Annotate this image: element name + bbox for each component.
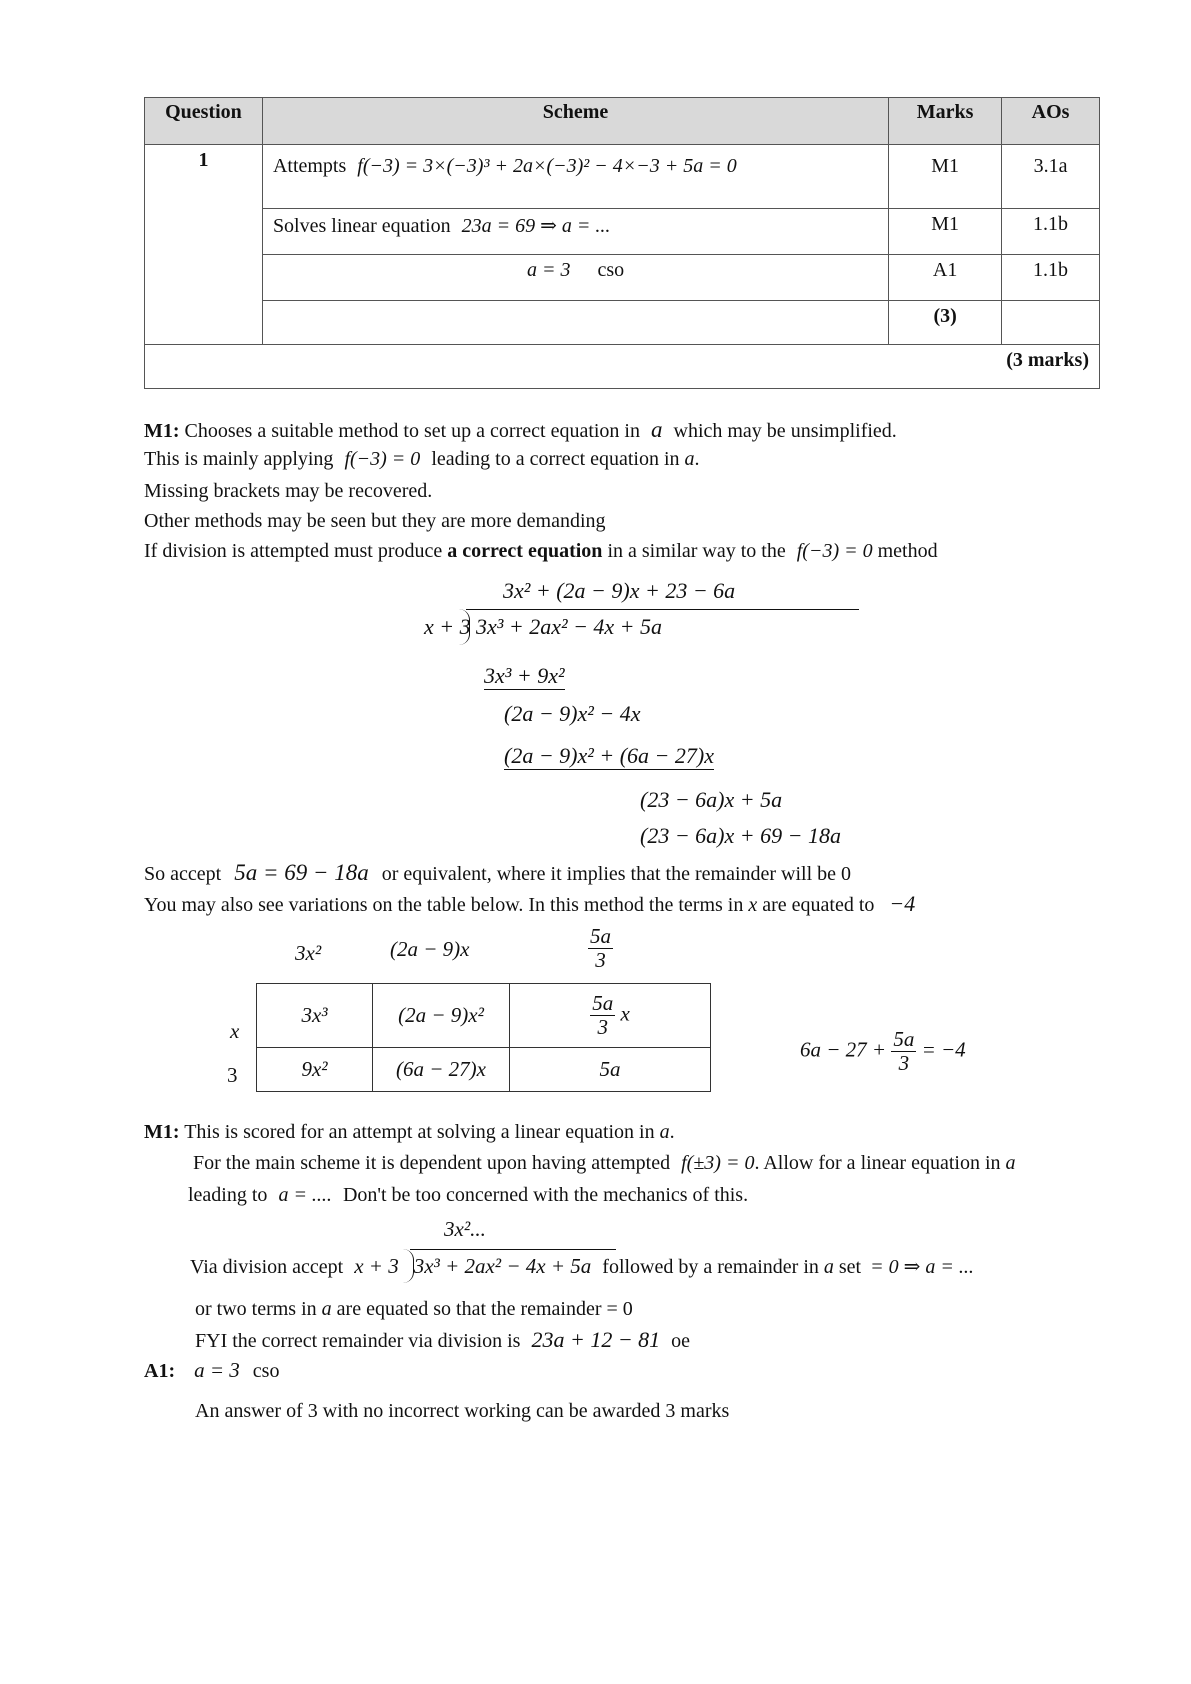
- accept-line: You may also see variations on the table below. In this method the terms in x are equated to −4: [144, 891, 916, 916]
- question-number: 1: [145, 145, 263, 345]
- mark-scheme-table: [144, 97, 1100, 389]
- scheme-math: a = 3: [526, 259, 571, 281]
- grid-table: [256, 983, 711, 1092]
- table-row: [145, 145, 1100, 209]
- division-quotient: 3x² + (2a − 9)x + 23 − 6a: [503, 578, 736, 603]
- division-dividend: 3x³ + 2ax² − 4x + 5a: [476, 614, 663, 639]
- division-line: [466, 609, 859, 610]
- table-total-row: [145, 345, 1100, 389]
- header-scheme: Scheme: [262, 98, 888, 145]
- table-row: [145, 209, 1100, 255]
- scheme-cell: [262, 209, 888, 255]
- ao-cell: 3.1a: [1002, 145, 1100, 209]
- note-line: Missing brackets may be recovered.: [144, 480, 433, 502]
- grid-cell: (2a − 9)x²: [373, 984, 510, 1048]
- grid-cell: 5a: [510, 1048, 711, 1092]
- grid-row: [257, 1048, 711, 1092]
- table-row: [145, 301, 1100, 345]
- grid-cell: (6a − 27)x: [373, 1048, 510, 1092]
- division-step: 3x³ + 9x²: [484, 663, 565, 688]
- scheme-note: cso: [597, 259, 625, 281]
- scheme-math: 23a = 69 ⇒ a = ...: [461, 215, 611, 237]
- division-step: (2a − 9)x² + (6a − 27)x: [504, 743, 714, 768]
- accept-line: So accept 5a = 69 − 18a or equivalent, where it implies that the remainder will be 0: [144, 860, 852, 885]
- grid-equation: 6a − 27 + $\frac{5a}{3}$ = −4: [800, 1027, 966, 1076]
- grid-row: [257, 984, 711, 1048]
- division-step: (2a − 9)x² − 4x: [504, 701, 641, 726]
- scheme-math: f(−3) = 3×(−3)³ + 2a×(−3)² − 4×−3 + 5a = 0: [357, 155, 737, 177]
- ao-cell: [1002, 301, 1100, 345]
- note-line: This is mainly applying f(−3) = 0 leading to a correct equation in a.: [144, 448, 700, 470]
- grid-cell: $\frac{5a}{3}$ x: [510, 984, 711, 1048]
- note-line: or two terms in a are equated so that the remainder = 0: [195, 1298, 633, 1320]
- division-step: (23 − 6a)x + 5a: [640, 787, 783, 812]
- mark-cell: A1: [889, 255, 1002, 301]
- ao-cell: 1.1b: [1002, 209, 1100, 255]
- grid-cell: 9x²: [257, 1048, 373, 1092]
- header-question: Question: [145, 98, 263, 145]
- division-bracket: [459, 609, 470, 645]
- division-step: (23 − 6a)x + 69 − 18a: [640, 823, 841, 848]
- table-row: [145, 255, 1100, 301]
- ao-cell: 1.1b: [1002, 255, 1100, 301]
- note-label: M1:: [144, 1121, 180, 1143]
- grid-row-header: 3: [227, 1063, 238, 1087]
- note-line: leading to a = .... Don't be too concerned with the mechanics of this.: [188, 1184, 749, 1206]
- scheme-cell: [262, 255, 888, 301]
- note-m1-second: M1: This is scored for an attempt at solving a linear equation in a.: [144, 1121, 675, 1143]
- note-line: FYI the correct remainder via division is 23a + 12 − 81 oe: [195, 1327, 691, 1352]
- mark-cell: M1: [889, 145, 1002, 209]
- note-label: A1:: [144, 1360, 176, 1382]
- scheme-label: Attempts: [272, 155, 347, 177]
- grid-top-header: $\frac{5a}{3}$: [590, 924, 611, 973]
- scheme-cell: [262, 301, 888, 345]
- mark-cell: M1: [889, 209, 1002, 255]
- division-line: [410, 1249, 616, 1250]
- note-line: If division is attempted must produce a correct equation in a similar way to the f(−3) = 0 method: [144, 540, 938, 562]
- note-line: For the main scheme it is dependent upon having attempted f(±3) = 0. Allow for a linear equation in a: [193, 1152, 1016, 1174]
- grid-cell: 3x³: [257, 984, 373, 1048]
- scheme-label: Solves linear equation: [272, 215, 451, 237]
- note-a1: A1: a = 3 cso: [144, 1358, 280, 1382]
- total-marks: (3 marks): [145, 345, 1100, 389]
- note-line: Other methods may be seen but they are more demanding: [144, 510, 606, 532]
- mark-cell: (3): [889, 301, 1002, 345]
- via-division-line: Via division accept x + 3 3x³ + 2ax² − 4x + 5a followed by a remainder in a set = 0 ⇒ a = ...: [190, 1254, 974, 1278]
- division-quotient: 3x²...: [444, 1217, 486, 1241]
- header-marks: Marks: [889, 98, 1002, 145]
- grid-row-header: x: [230, 1019, 240, 1043]
- note-label: M1:: [144, 420, 180, 442]
- grid-top-header: 3x²: [295, 941, 322, 965]
- division-divisor: x + 3: [424, 614, 471, 639]
- grid-top-header: (2a − 9)x: [390, 937, 470, 961]
- header-aos: AOs: [1002, 98, 1100, 145]
- note-line: An answer of 3 with no incorrect working can be awarded 3 marks: [195, 1400, 730, 1422]
- scheme-cell: [262, 145, 888, 209]
- note-m1: M1: Chooses a suitable method to set up a correct equation in a which may be unsimplified.: [144, 417, 897, 442]
- table-header-row: [145, 98, 1100, 145]
